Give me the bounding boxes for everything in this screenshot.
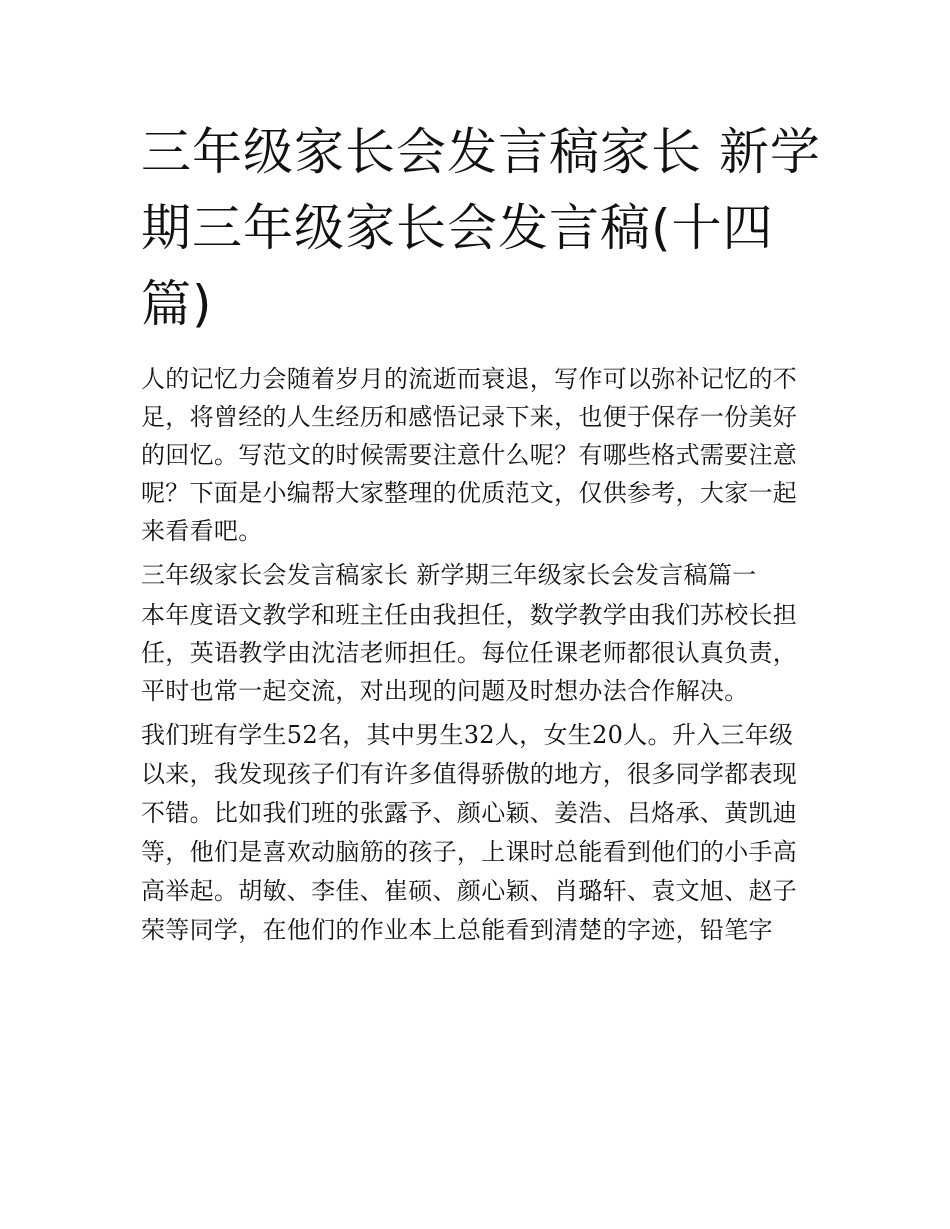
document-title: 三年级家长会发言稿家长 新学期三年级家长会发言稿(十四篇) — [141, 123, 821, 333]
document-body — [141, 360, 813, 950]
body-paragraph-2: 我们班有学生52名，其中男生32人，女生20人。升入三年级以来，我发现孩子们有许多值得骄傲的地方，很多同学都表现不错。比如我们班的张露予、颜心颖、姜浩、吕烙承、黄凯迪等，他们是喜欢动脑筋的孩子，上课时总能看到他们的小手高高举起。胡敏、李佳、崔硕、颜心颖、肖璐轩、袁文旭、赵子荣等同学，在他们的作业本上总能看到清楚的字迹，铅笔字 — [141, 721, 798, 944]
section-heading: 三年级家长会发言稿家长 新学期三年级家长会发言稿篇一 — [141, 561, 757, 589]
body-paragraph-1: 本年度语文教学和班主任由我担任，数学教学由我们苏校长担任，英语教学由沈洁老师担任。每位任课老师都很认真负责，平时也常一起交流，对出现的问题及时想办法合作解决。 — [141, 601, 798, 705]
intro-paragraph: 人的记忆力会随着岁月的流逝而衰退，写作可以弥补记忆的不足，将曾经的人生经历和感悟记录下来，也便于保存一份美好的回忆。写范文的时候需要注意什么呢？有哪些格式需要注意呢？下面是小编帮大家整理的优质范文，仅供参考，大家一起来看看吧。 — [141, 365, 798, 545]
